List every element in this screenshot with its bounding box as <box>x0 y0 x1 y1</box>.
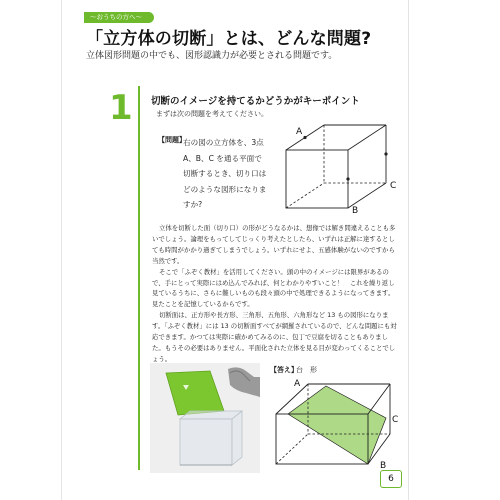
section-heading: 切断のイメージを持てるかどうかがキーポイント <box>151 96 360 107</box>
answer-label-c: C <box>392 415 399 425</box>
point-c-mark <box>384 152 387 155</box>
answer-cube-figure <box>268 378 400 470</box>
material-photo <box>150 363 260 473</box>
page-title: 「立方体の切断」とは、どんな問題? <box>86 29 372 49</box>
answer-label-a: A <box>294 379 301 389</box>
answer-text: 台 形 <box>296 366 317 374</box>
page-subtitle: 立体図形問題の中でも、図形認識力が必要とされる問題です。 <box>86 51 338 61</box>
section-lead: まずは次の問題を考えてください。 <box>156 110 268 118</box>
body-paragraph: 立体を切断した面（切り口）の形がどうなるかは、想像では解き間違えることも多いでしょう。論理をもってしてじっくり考えたとしたら、いずれは正解に達するとしても時間がかかり過ぎてしまうでしょう。いずれにせよ、五感体験がないのですから当然です。 <box>152 224 396 265</box>
section-tag: 〜おうちの方へ〜 <box>84 12 154 23</box>
acrylic-cube <box>180 411 242 465</box>
answer-label-b: B <box>380 461 387 470</box>
cube-front-face <box>286 150 348 208</box>
body-paragraph: そこで「ふぞく教材」を活用してください。頭の中のイメージには限界があるので、手にとって実際にはめ込んでみれば、何とわかりやすいこと！ これを繰り返し見ているうちに、さらに難しいものも段々頭の中で処理できるようになってきます。見たことを記憶しているからです。 <box>152 267 395 309</box>
label-b: B <box>352 206 359 215</box>
section-number: 1 <box>109 88 133 128</box>
label-c: C <box>390 181 397 191</box>
trapezoid-cut <box>288 386 386 464</box>
answer-label: 【答え】 <box>270 366 298 374</box>
body-paragraph: 切断面は、正方形や長方形、三角形、五角形、六角形など 13 もの図形になります。「ふぞく教材」には 13 の切断面すべてが網羅されているので、どんな問題にも対応できます。かつては実際に確かめてみるのに、包丁で豆腐を切ることもありました。もうその必要はありません。平面化された立体を見る目が変わってくることでしょう。 <box>152 311 397 363</box>
point-a-mark <box>303 136 306 139</box>
question-line: どのような図形になりま <box>183 184 267 194</box>
section-divider <box>138 86 140 470</box>
cube-figure <box>280 120 400 215</box>
point-b-mark <box>346 177 349 180</box>
question-line: 切断するとき、切り口は <box>183 169 267 178</box>
question-line: 右の図の立方体を、3点 <box>183 138 264 147</box>
page-number: 6 <box>380 470 402 488</box>
material-photo-illustration <box>150 363 260 473</box>
question-label: 【問題】 <box>158 136 186 144</box>
question-text <box>183 135 275 213</box>
label-a: A <box>296 127 303 137</box>
question-line: すか? <box>183 200 203 209</box>
body-text <box>152 223 398 365</box>
question-line: A、B、C を通る平面で <box>183 153 262 163</box>
